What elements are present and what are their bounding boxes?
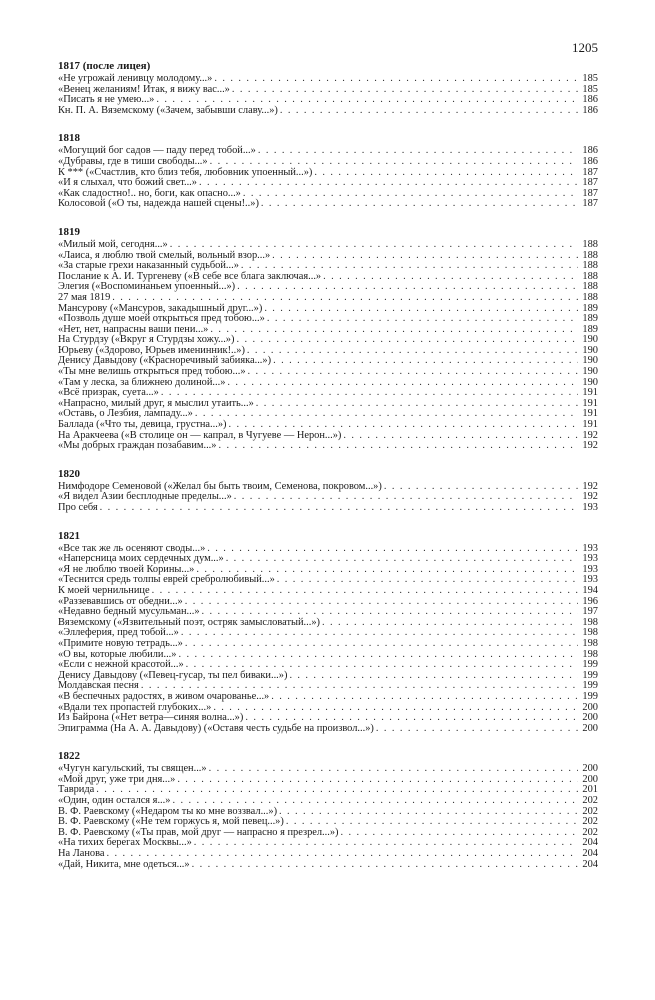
entry-title: Нимфодоре Семеновой («Желал бы быть твоим, Семенова, покровом...») (58, 480, 382, 492)
dot-leader (213, 703, 578, 714)
entry-title: «На тихих берегах Москвы...» (58, 837, 192, 849)
entry-page-number: 193 (582, 574, 598, 586)
entry-page-number: 191 (582, 408, 598, 420)
entry-title: «О вы, которые любили...» (58, 648, 177, 660)
entry-page-number: 204 (582, 837, 598, 849)
entry-page-number: 186 (582, 145, 598, 157)
entry-title: «Чугун кагульский, ты священ...» (58, 763, 207, 775)
entry-page-number: 200 (582, 763, 598, 775)
toc-entry[interactable] (58, 775, 598, 786)
entry-page-number: 200 (582, 722, 598, 734)
dot-leader (195, 409, 578, 420)
entry-title: В. Ф. Раевскому («Не тем горжусь я, мой певец...») (58, 816, 284, 828)
dot-leader (170, 240, 578, 251)
entry-title: На Ланова (58, 848, 105, 860)
entry-page-number: 196 (582, 595, 598, 607)
entry-page-number: 202 (582, 826, 598, 838)
dot-leader (272, 251, 578, 262)
dot-leader (234, 492, 578, 503)
entry-page-number: 187 (582, 177, 598, 189)
entry-title: Денису Давыдову («Красноречивый забияка...») (58, 355, 272, 367)
entry-page-number: 193 (582, 502, 598, 513)
toc-section (58, 60, 598, 116)
entry-title: Таврида (58, 784, 95, 796)
entry-page-number: 190 (582, 355, 598, 367)
entry-title: К *** («Счастлив, кто близ тебя, любовник упоенный...») (58, 166, 313, 178)
entry-title: Из Байрона («Нет ветра—синяя волна...») (58, 712, 244, 724)
entry-title: «Могущий бог садов — паду перед тобой...» (58, 145, 256, 157)
entry-page-number: 192 (582, 491, 598, 503)
section-title: 1819 (58, 225, 80, 238)
entry-page-number: 188 (582, 249, 598, 261)
toc-entry[interactable] (58, 671, 598, 682)
dot-leader (256, 399, 578, 410)
toc-entry[interactable] (58, 74, 598, 85)
dot-leader (384, 482, 578, 493)
entry-page-number: 190 (582, 366, 598, 378)
entry-page-number: 188 (582, 291, 598, 303)
entry-title: «Вдали тех пропастей глубоких...» (58, 701, 212, 713)
toc-entry[interactable] (58, 838, 598, 849)
entry-title: «Милый мой, сегодня...» (58, 238, 168, 250)
dot-leader (226, 554, 578, 565)
entry-page-number: 186 (582, 94, 598, 106)
section-title: 1821 (58, 529, 80, 542)
dot-leader (341, 828, 578, 839)
entry-page-number: 188 (582, 281, 598, 293)
toc-entry[interactable] (58, 199, 598, 210)
entry-title: Баллада («Что ты, девица, грустна...») (58, 419, 227, 431)
toc-entry[interactable] (58, 586, 598, 597)
entry-title: «Дубравы, где в тиши свободы...» (58, 155, 208, 167)
entry-page-number: 191 (582, 387, 598, 399)
entry-title: «В беспечных радостях, в живом очарованье...» (58, 690, 270, 702)
entry-page-number: 188 (582, 270, 598, 282)
dot-leader (218, 441, 578, 452)
entry-title: Молдавская песня (58, 680, 139, 692)
dot-leader (181, 628, 578, 639)
entry-title: «Не угрожай ленивцу молодому...» (58, 73, 213, 84)
table-of-contents (58, 60, 598, 886)
entry-title: «Венец желаниям! Итак, я вижу вас...» (58, 83, 230, 95)
entry-title: «Раззевавшись от обедни...» (58, 595, 183, 607)
dot-leader (258, 146, 578, 157)
toc-section (58, 468, 598, 514)
entry-title: «И я слыхал, что божий свет...» (58, 177, 197, 189)
entry-page-number: 199 (582, 659, 598, 671)
entry-title: «Примите новую тетрадь...» (58, 637, 183, 649)
entry-title: Вяземскому («Язвительный поэт, остряк замысловатый...») (58, 616, 320, 628)
dot-leader (194, 838, 578, 849)
entry-title: «Всё призрак, суета...» (58, 387, 159, 399)
dot-leader (289, 671, 578, 682)
entry-page-number: 190 (582, 334, 598, 346)
entry-title: Денису Давыдову («Певец-гусар, ты пел биваки...») (58, 669, 288, 681)
toc-entry[interactable] (58, 157, 598, 168)
entry-title: Послание к А. И. Тургеневу («В себе все блага заключая...» (58, 270, 322, 282)
dot-leader (214, 74, 578, 85)
entry-title: «Недавно бедный мусульман...» (58, 606, 200, 618)
dot-leader (273, 356, 578, 367)
section-title: 1820 (58, 467, 80, 480)
entry-page-number: 191 (582, 397, 598, 409)
entry-page-number: 188 (582, 238, 598, 250)
toc-entry[interactable] (58, 240, 598, 251)
dot-leader (236, 335, 578, 346)
toc-entry[interactable] (58, 724, 598, 735)
dot-leader (152, 586, 578, 597)
entry-title: «За старые грехи наказанный судьбой...» (58, 260, 239, 272)
entry-page-number: 202 (582, 805, 598, 817)
entry-title: «Мой друг, уже три дня...» (58, 773, 176, 785)
dot-leader (267, 314, 578, 325)
dot-leader (209, 764, 578, 775)
dot-leader (264, 304, 578, 315)
entry-title: В. Ф. Раевскому («Ты прав, мой друг — напрасно я презрел...») (58, 826, 339, 838)
entry-title: «Нет, нет, напрасны ваши пени...» (58, 323, 209, 335)
entry-title: «Как сладостно!.. но, боги, как опасно...» (58, 187, 241, 199)
entry-title: Элегия («Воспоминаньем упоенный...») (58, 281, 236, 293)
entry-title: «Я видел Азии бесплодные пределы...» (58, 491, 232, 503)
section-title: 1817 (после лицея) (58, 60, 151, 72)
dot-leader (178, 650, 578, 661)
dot-leader (177, 775, 578, 786)
entry-page-number: 188 (582, 260, 598, 272)
entry-title: «Если с нежной красотой...» (58, 659, 184, 671)
dot-leader (279, 807, 578, 818)
dot-leader (247, 346, 578, 357)
entry-page-number: 198 (582, 637, 598, 649)
toc-entry[interactable] (58, 441, 598, 452)
entry-page-number: 193 (582, 553, 598, 565)
entry-title: Колосовой («О ты, надежда нашей сцены!..») (58, 198, 259, 210)
dot-leader (232, 85, 578, 96)
toc-section (58, 750, 598, 870)
dot-leader (207, 544, 578, 555)
dot-leader (243, 189, 578, 200)
entry-title: «Ты мне велишь открыться пред тобою...» (58, 366, 246, 378)
entry-page-number: 192 (582, 480, 598, 492)
entry-page-number: 202 (582, 795, 598, 807)
entry-page-number: 198 (582, 648, 598, 660)
entry-page-number: 191 (582, 419, 598, 431)
section-title: 1822 (58, 750, 80, 763)
dot-leader (100, 503, 578, 514)
entry-page-number: 204 (582, 858, 598, 870)
section-title: 1818 (58, 132, 80, 145)
entry-page-number: 189 (582, 313, 598, 325)
entry-title: «Дай, Никита, мне одеться...» (58, 858, 190, 870)
entry-title: «Писать я не умею...» (58, 94, 155, 106)
toc-entry[interactable] (58, 860, 598, 871)
toc-entry[interactable] (58, 106, 598, 117)
entry-page-number: 189 (582, 323, 598, 335)
dot-leader (192, 860, 578, 871)
dot-leader (271, 692, 578, 703)
entry-page-number: 187 (582, 187, 598, 199)
entry-page-number: 189 (582, 302, 598, 314)
dot-leader (376, 724, 578, 735)
entry-page-number: 186 (582, 155, 598, 167)
entry-title: «Мы добрых граждан позабавим...» (58, 440, 217, 452)
entry-page-number: 197 (582, 606, 598, 618)
entry-title: «Оставь, о Лезбия, лампаду...» (58, 408, 193, 420)
page-number: 1205 (572, 40, 598, 55)
dot-leader (210, 325, 578, 336)
dot-leader (314, 168, 578, 179)
dot-leader (322, 618, 578, 629)
dot-leader (323, 272, 578, 283)
entry-title: К моей чернильнице (58, 584, 150, 596)
entry-page-number: 198 (582, 627, 598, 639)
entry-page-number: 192 (582, 429, 598, 441)
toc-entry[interactable] (58, 282, 598, 293)
entry-page-number: 190 (582, 376, 598, 388)
entry-page-number: 194 (582, 584, 598, 596)
entry-page-number: 187 (582, 198, 598, 210)
entry-title: «Там у леска, за ближнею долиной...» (58, 376, 226, 388)
dot-leader (210, 157, 578, 168)
entry-title: «Теснится средь толпы еврей сребролюбивый...» (58, 574, 275, 586)
dot-leader (185, 597, 578, 608)
entry-title: Мансурову («Мансуров, закадышный друг...») (58, 302, 263, 314)
dot-leader (237, 282, 578, 293)
entry-page-number: 199 (582, 690, 598, 702)
entry-page-number: 193 (582, 542, 598, 554)
dot-leader (227, 378, 578, 389)
toc-entry[interactable] (58, 503, 598, 514)
toc-entry[interactable] (58, 492, 598, 503)
entry-page-number: 190 (582, 344, 598, 356)
dot-leader (112, 293, 578, 304)
dot-leader (277, 575, 578, 586)
entry-title: «Наперсница моих сердечных дум...» (58, 553, 224, 565)
entry-page-number: 200 (582, 712, 598, 724)
entry-title: Эпиграмма (На А. А. Давыдову) («Оставя честь судьбе на произвол...») (58, 722, 374, 734)
dot-leader (343, 431, 578, 442)
entry-page-number: 199 (582, 680, 598, 692)
entry-page-number: 199 (582, 669, 598, 681)
entry-title: Юрьеву («Здорово, Юрьев именинник!..») (58, 344, 245, 356)
entry-page-number: 202 (582, 816, 598, 828)
dot-leader (248, 367, 578, 378)
entry-title: «Один, один остался я...» (58, 795, 171, 807)
entry-title: «Все так же ль осеняют своды...» (58, 542, 206, 554)
entry-title: «Эллеферия, пред тобой...» (58, 627, 179, 639)
dot-leader (261, 199, 578, 210)
toc-entry[interactable] (58, 639, 598, 650)
entry-page-number: 201 (582, 784, 598, 796)
entry-title: «Лаиса, я люблю твой смелый, вольный взор...» (58, 249, 271, 261)
entry-page-number: 187 (582, 166, 598, 178)
entry-page-number: 204 (582, 848, 598, 860)
entry-title: Кн. П. А. Вяземскому («Зачем, забывши славу...») (58, 104, 278, 116)
entry-page-number: 200 (582, 701, 598, 713)
entry-title: Про себя (58, 502, 98, 513)
entry-title: 27 мая 1819 (58, 291, 111, 303)
entry-page-number: 200 (582, 773, 598, 785)
entry-page-number: 185 (582, 83, 598, 95)
dot-leader (199, 178, 578, 189)
entry-page-number: 186 (582, 104, 598, 116)
entry-page-number: 198 (582, 616, 598, 628)
entry-title: В. Ф. Раевскому («Недаром ты ко мне воззвал...») (58, 805, 278, 817)
dot-leader (280, 106, 578, 117)
entry-title: «Напрасно, милый друг, я мыслил утаить...» (58, 397, 254, 409)
dot-leader (185, 639, 578, 650)
entry-title: На Стурдзу («Вкруг я Стурдзы хожу...») (58, 334, 235, 346)
toc-section (58, 132, 598, 210)
entry-page-number: 192 (582, 440, 598, 452)
toc-section (58, 530, 598, 735)
entry-title: На Аракчеева («В столице он — капрал, в Чугуеве — Нерон...») (58, 429, 342, 441)
entry-title: «Я не люблю твоей Корины...» (58, 563, 195, 575)
entry-page-number: 193 (582, 563, 598, 575)
toc-entry[interactable] (58, 293, 598, 304)
toc-entry[interactable] (58, 692, 598, 703)
toc-section (58, 226, 598, 452)
entry-page-number: 185 (582, 73, 598, 84)
entry-title: «Позволь душе моей открыться пред тобою...» (58, 313, 265, 325)
